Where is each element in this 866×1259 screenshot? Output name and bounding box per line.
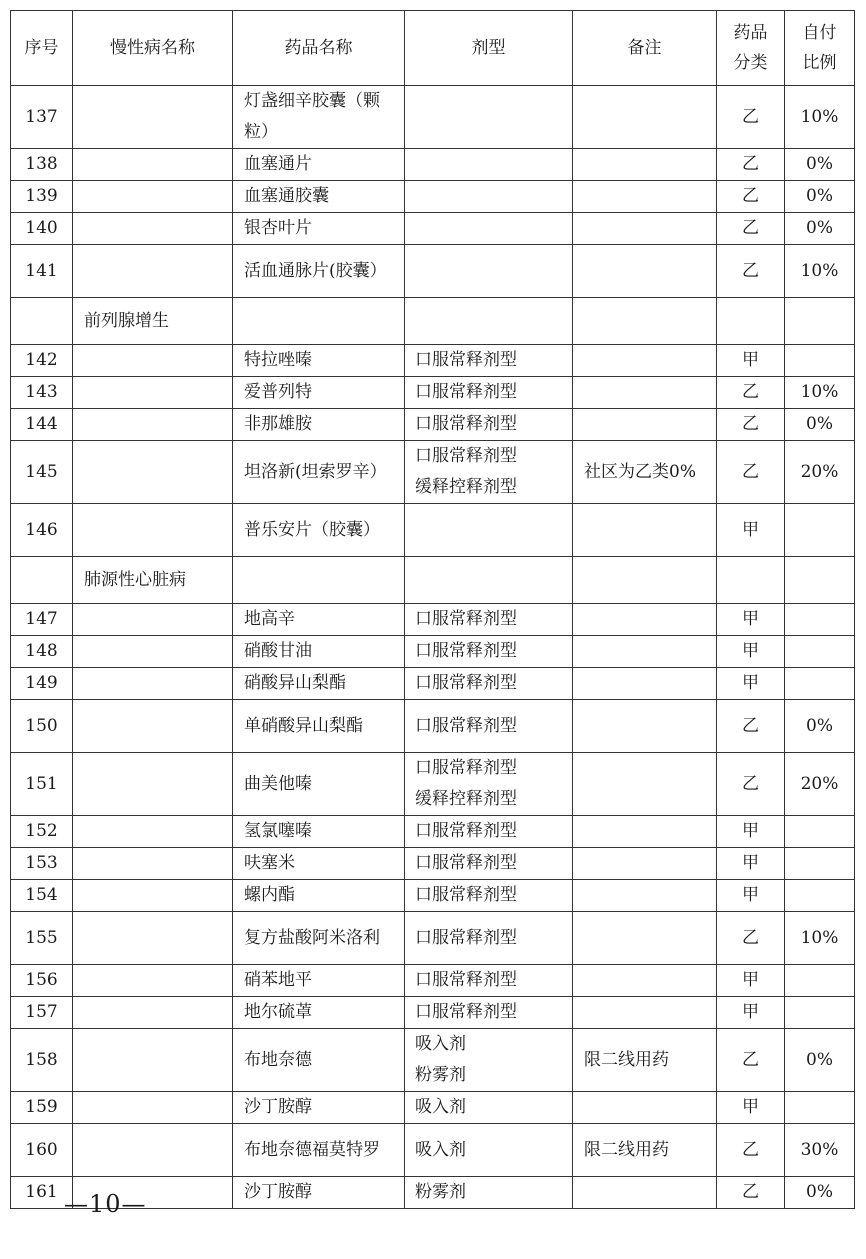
cell-note — [573, 912, 717, 965]
cell-drug-name — [233, 181, 405, 213]
cell-drug-name — [233, 557, 405, 604]
cell-copay-ratio — [785, 504, 855, 557]
dosage-form-line: 口服常释剂型 — [415, 821, 517, 841]
cell-drug-class: 乙 — [717, 245, 785, 298]
cell-drug-name — [233, 345, 405, 377]
drug-name-line: 布地奈德福莫特罗 — [244, 1139, 380, 1160]
cell-note — [573, 997, 717, 1029]
category-row — [11, 298, 855, 345]
drug-name-line: 银杏叶片 — [244, 218, 312, 238]
cell-no: 156 — [11, 965, 73, 997]
cell-copay-ratio: 0% — [785, 181, 855, 213]
table-row — [11, 149, 855, 181]
header-drug-name: 药品名称 — [233, 11, 405, 86]
drug-name-line: 普乐安片（胶囊） — [244, 519, 380, 540]
drug-name-line: 沙丁胺醇 — [244, 1182, 312, 1202]
drug-name-line: 布地奈德 — [244, 1049, 312, 1070]
cell-no: 146 — [11, 504, 73, 557]
cell-copay-ratio — [785, 1092, 855, 1124]
cell-dosage-form — [405, 1177, 573, 1209]
cell-disease — [73, 636, 233, 668]
cell-drug-class: 乙 — [717, 213, 785, 245]
table-row — [11, 245, 855, 298]
dosage-form-line: 口服常释剂型 — [415, 673, 517, 693]
cell-disease — [73, 181, 233, 213]
cell-drug-class: 乙 — [717, 1124, 785, 1177]
cell-drug-name — [233, 1124, 405, 1177]
header-drug-class — [717, 11, 785, 86]
cell-copay-ratio — [785, 298, 855, 345]
drug-name-line: 硝酸异山梨酯 — [244, 673, 346, 693]
cell-dosage-form — [405, 753, 573, 816]
cell-copay-ratio — [785, 604, 855, 636]
cell-dosage-form — [405, 409, 573, 441]
page-number: —10— — [64, 1190, 147, 1218]
cell-drug-class: 乙 — [717, 753, 785, 816]
cell-no: 154 — [11, 880, 73, 912]
table-row — [11, 181, 855, 213]
cell-no: 142 — [11, 345, 73, 377]
cell-no: 138 — [11, 149, 73, 181]
cell-dosage-form — [405, 1092, 573, 1124]
cell-no — [11, 557, 73, 604]
header-class-line2: 分类 — [733, 53, 768, 73]
category-label: 肺源性心脏病 — [73, 557, 233, 604]
table-row — [11, 1029, 855, 1092]
table-row — [11, 1124, 855, 1177]
dosage-form-line: 口服常释剂型 — [415, 885, 517, 905]
cell-drug-class: 乙 — [717, 441, 785, 504]
dosage-form-line: 吸入剂 — [415, 1097, 466, 1117]
table-body — [11, 86, 855, 1209]
cell-drug-class: 甲 — [717, 848, 785, 880]
dosage-form-line: 吸入剂 — [415, 1139, 466, 1160]
cell-note — [573, 848, 717, 880]
drug-name-line: 血塞通片 — [244, 154, 312, 174]
cell-no: 147 — [11, 604, 73, 636]
cell-note — [573, 880, 717, 912]
cell-no: 143 — [11, 377, 73, 409]
cell-drug-name — [233, 997, 405, 1029]
cell-note: 限二线用药 — [573, 1124, 717, 1177]
cell-dosage-form — [405, 880, 573, 912]
cell-note — [573, 668, 717, 700]
cell-copay-ratio — [785, 636, 855, 668]
cell-drug-name — [233, 965, 405, 997]
drug-name-line: 爱普列特 — [244, 382, 312, 402]
drug-name-line: 曲美他嗪 — [244, 773, 312, 794]
cell-dosage-form — [405, 965, 573, 997]
category-label: 前列腺增生 — [73, 298, 233, 345]
cell-copay-ratio: 0% — [785, 213, 855, 245]
cell-drug-class: 甲 — [717, 668, 785, 700]
table-row — [11, 848, 855, 880]
dosage-form-line: 口服常释剂型 — [415, 641, 517, 661]
cell-disease — [73, 700, 233, 753]
cell-disease — [73, 409, 233, 441]
dosage-form-line: 吸入剂 — [415, 1034, 466, 1054]
cell-drug-name — [233, 1092, 405, 1124]
cell-drug-class: 甲 — [717, 345, 785, 377]
cell-dosage-form — [405, 912, 573, 965]
cell-dosage-form — [405, 181, 573, 213]
cell-no: 139 — [11, 181, 73, 213]
cell-note — [573, 604, 717, 636]
cell-note — [573, 345, 717, 377]
table-row — [11, 213, 855, 245]
cell-no: 141 — [11, 245, 73, 298]
cell-dosage-form — [405, 668, 573, 700]
dosage-form-line: 口服常释剂型 — [415, 853, 517, 873]
cell-note — [573, 86, 717, 149]
cell-dosage-form — [405, 245, 573, 298]
cell-no: 157 — [11, 997, 73, 1029]
cell-note — [573, 181, 717, 213]
cell-note — [573, 753, 717, 816]
cell-drug-name — [233, 441, 405, 504]
cell-copay-ratio: 20% — [785, 441, 855, 504]
cell-no: 149 — [11, 668, 73, 700]
cell-note — [573, 1092, 717, 1124]
cell-disease — [73, 1029, 233, 1092]
table-row — [11, 912, 855, 965]
cell-copay-ratio: 10% — [785, 912, 855, 965]
drug-name-line: 非那雄胺 — [244, 414, 312, 434]
cell-note — [573, 409, 717, 441]
header-no: 序号 — [11, 11, 73, 86]
cell-note — [573, 213, 717, 245]
cell-disease — [73, 1092, 233, 1124]
dosage-form-line: 口服常释剂型 — [415, 970, 517, 990]
cell-note: 社区为乙类0% — [573, 441, 717, 504]
cell-dosage-form — [405, 213, 573, 245]
cell-disease — [73, 965, 233, 997]
table-row — [11, 504, 855, 557]
cell-disease — [73, 604, 233, 636]
cell-note — [573, 245, 717, 298]
cell-no: 153 — [11, 848, 73, 880]
cell-no: 151 — [11, 753, 73, 816]
table-row — [11, 377, 855, 409]
cell-drug-name — [233, 700, 405, 753]
dosage-form-line: 粉雾剂 — [415, 1065, 466, 1085]
drug-name-line: 硝苯地平 — [244, 970, 312, 990]
cell-copay-ratio: 0% — [785, 1029, 855, 1092]
cell-copay-ratio — [785, 965, 855, 997]
cell-drug-name — [233, 816, 405, 848]
cell-drug-name — [233, 848, 405, 880]
cell-dosage-form — [405, 604, 573, 636]
cell-disease — [73, 441, 233, 504]
cell-drug-class: 甲 — [717, 880, 785, 912]
cell-dosage-form — [405, 848, 573, 880]
cell-drug-class: 甲 — [717, 816, 785, 848]
drug-name-line: 坦洛新(坦索罗辛） — [244, 461, 387, 482]
cell-drug-class — [717, 298, 785, 345]
cell-dosage-form — [405, 1029, 573, 1092]
cell-note — [573, 965, 717, 997]
cell-dosage-form — [405, 298, 573, 345]
cell-dosage-form — [405, 557, 573, 604]
cell-drug-name — [233, 1177, 405, 1209]
cell-drug-class: 甲 — [717, 636, 785, 668]
cell-copay-ratio — [785, 848, 855, 880]
cell-drug-name — [233, 298, 405, 345]
dosage-form-line: 口服常释剂型 — [415, 609, 517, 629]
cell-copay-ratio: 20% — [785, 753, 855, 816]
cell-drug-class: 乙 — [717, 181, 785, 213]
table-row — [11, 668, 855, 700]
cell-drug-name — [233, 912, 405, 965]
table-row — [11, 409, 855, 441]
cell-copay-ratio — [785, 557, 855, 604]
dosage-form-line: 缓释控释剂型 — [415, 789, 517, 809]
drug-name-line: 呋塞米 — [244, 853, 295, 873]
cell-drug-class: 乙 — [717, 1177, 785, 1209]
table-row — [11, 880, 855, 912]
cell-dosage-form — [405, 345, 573, 377]
table-row — [11, 86, 855, 149]
cell-drug-name — [233, 668, 405, 700]
cell-drug-class: 乙 — [717, 1029, 785, 1092]
cell-note — [573, 700, 717, 753]
cell-drug-name — [233, 86, 405, 149]
cell-note — [573, 298, 717, 345]
cell-drug-class: 乙 — [717, 700, 785, 753]
dosage-form-line: 口服常释剂型 — [415, 414, 517, 434]
cell-drug-class: 乙 — [717, 86, 785, 149]
cell-drug-name — [233, 1029, 405, 1092]
category-row — [11, 557, 855, 604]
drug-name-line: 沙丁胺醇 — [244, 1097, 312, 1117]
cell-drug-name — [233, 213, 405, 245]
cell-disease — [73, 345, 233, 377]
cell-dosage-form — [405, 504, 573, 557]
cell-copay-ratio — [785, 997, 855, 1029]
table-row — [11, 345, 855, 377]
cell-no: 161 — [11, 1177, 73, 1209]
table-row — [11, 604, 855, 636]
dosage-form-line: 口服常释剂型 — [415, 715, 517, 736]
cell-note — [573, 816, 717, 848]
cell-dosage-form — [405, 86, 573, 149]
table-row — [11, 816, 855, 848]
cell-no: 150 — [11, 700, 73, 753]
cell-drug-name — [233, 245, 405, 298]
cell-disease — [73, 997, 233, 1029]
cell-drug-class: 甲 — [717, 997, 785, 1029]
cell-note — [573, 149, 717, 181]
drug-name-line: 氢氯噻嗪 — [244, 821, 312, 841]
cell-disease — [73, 1124, 233, 1177]
cell-no: 137 — [11, 86, 73, 149]
table-row — [11, 636, 855, 668]
drug-name-line: 血塞通胶囊 — [244, 186, 329, 206]
cell-disease — [73, 149, 233, 181]
cell-dosage-form — [405, 816, 573, 848]
drug-name-line: 复方盐酸阿米洛利 — [244, 927, 380, 948]
header-class-line1: 药品 — [733, 23, 768, 43]
cell-copay-ratio: 30% — [785, 1124, 855, 1177]
drug-name-line: 特拉唑嗪 — [244, 350, 312, 370]
cell-copay-ratio: 0% — [785, 700, 855, 753]
cell-drug-class: 乙 — [717, 377, 785, 409]
cell-drug-name — [233, 504, 405, 557]
cell-disease — [73, 377, 233, 409]
cell-copay-ratio — [785, 668, 855, 700]
cell-no — [11, 298, 73, 345]
dosage-form-line: 口服常释剂型 — [415, 1002, 517, 1022]
header-pct-line1: 自付 — [802, 23, 837, 43]
cell-disease — [73, 753, 233, 816]
cell-copay-ratio: 10% — [785, 377, 855, 409]
cell-drug-class: 甲 — [717, 504, 785, 557]
cell-drug-name — [233, 636, 405, 668]
dosage-form-line: 粉雾剂 — [415, 1182, 466, 1202]
dosage-form-line: 口服常释剂型 — [415, 350, 517, 370]
cell-drug-name — [233, 753, 405, 816]
cell-disease — [73, 245, 233, 298]
dosage-form-line: 缓释控释剂型 — [415, 477, 517, 497]
cell-drug-class: 甲 — [717, 1092, 785, 1124]
cell-no: 158 — [11, 1029, 73, 1092]
table-row — [11, 441, 855, 504]
cell-copay-ratio: 10% — [785, 86, 855, 149]
cell-dosage-form — [405, 149, 573, 181]
cell-dosage-form — [405, 700, 573, 753]
cell-drug-name — [233, 880, 405, 912]
drug-name-line: 硝酸甘油 — [244, 641, 312, 661]
cell-no: 140 — [11, 213, 73, 245]
cell-drug-name — [233, 149, 405, 181]
cell-note — [573, 504, 717, 557]
header-dosage-form: 剂型 — [405, 11, 573, 86]
header-pct-line2: 比例 — [802, 53, 837, 73]
dosage-form-line: 口服常释剂型 — [415, 382, 517, 402]
drug-name-line: 螺内酯 — [244, 885, 295, 905]
cell-dosage-form — [405, 1124, 573, 1177]
drug-name-line: 活血通脉片(胶囊） — [244, 260, 387, 281]
cell-note — [573, 377, 717, 409]
cell-drug-class: 甲 — [717, 604, 785, 636]
table-header-row — [11, 11, 855, 86]
drug-name-line: 地尔硫䓬 — [244, 1002, 312, 1022]
cell-drug-class: 乙 — [717, 409, 785, 441]
drug-name-line: 粒） — [244, 122, 278, 142]
cell-no: 144 — [11, 409, 73, 441]
cell-disease — [73, 848, 233, 880]
cell-disease — [73, 912, 233, 965]
cell-disease — [73, 213, 233, 245]
table-row — [11, 965, 855, 997]
cell-note — [573, 636, 717, 668]
table-row — [11, 997, 855, 1029]
cell-copay-ratio — [785, 880, 855, 912]
cell-no: 155 — [11, 912, 73, 965]
cell-disease — [73, 880, 233, 912]
dosage-form-line: 口服常释剂型 — [415, 446, 517, 466]
cell-dosage-form — [405, 377, 573, 409]
header-note: 备注 — [573, 11, 717, 86]
cell-no: 152 — [11, 816, 73, 848]
cell-drug-name — [233, 409, 405, 441]
cell-dosage-form — [405, 441, 573, 504]
drug-name-line: 单硝酸异山梨酯 — [244, 715, 363, 736]
cell-copay-ratio: 0% — [785, 149, 855, 181]
cell-dosage-form — [405, 636, 573, 668]
cell-no: 160 — [11, 1124, 73, 1177]
cell-note: 限二线用药 — [573, 1029, 717, 1092]
drug-name-line: 灯盏细辛胶囊（颗 — [244, 91, 380, 111]
cell-disease — [73, 816, 233, 848]
drug-name-line: 地高辛 — [244, 609, 295, 629]
table-row — [11, 753, 855, 816]
cell-drug-class: 甲 — [717, 965, 785, 997]
drug-list-table — [10, 10, 855, 1209]
cell-disease — [73, 504, 233, 557]
table-row — [11, 700, 855, 753]
header-disease: 慢性病名称 — [73, 11, 233, 86]
cell-note — [573, 1177, 717, 1209]
cell-drug-class: 乙 — [717, 912, 785, 965]
cell-copay-ratio: 0% — [785, 1177, 855, 1209]
cell-drug-class: 乙 — [717, 149, 785, 181]
cell-no: 148 — [11, 636, 73, 668]
cell-disease — [73, 86, 233, 149]
cell-no: 159 — [11, 1092, 73, 1124]
cell-copay-ratio: 0% — [785, 409, 855, 441]
cell-copay-ratio — [785, 816, 855, 848]
cell-drug-class — [717, 557, 785, 604]
table-row — [11, 1092, 855, 1124]
cell-copay-ratio: 10% — [785, 245, 855, 298]
cell-drug-name — [233, 377, 405, 409]
cell-note — [573, 557, 717, 604]
cell-copay-ratio — [785, 345, 855, 377]
header-copay-ratio — [785, 11, 855, 86]
cell-no: 145 — [11, 441, 73, 504]
cell-disease — [73, 668, 233, 700]
dosage-form-line: 口服常释剂型 — [415, 758, 517, 778]
cell-dosage-form — [405, 997, 573, 1029]
cell-drug-name — [233, 604, 405, 636]
dosage-form-line: 口服常释剂型 — [415, 927, 517, 948]
